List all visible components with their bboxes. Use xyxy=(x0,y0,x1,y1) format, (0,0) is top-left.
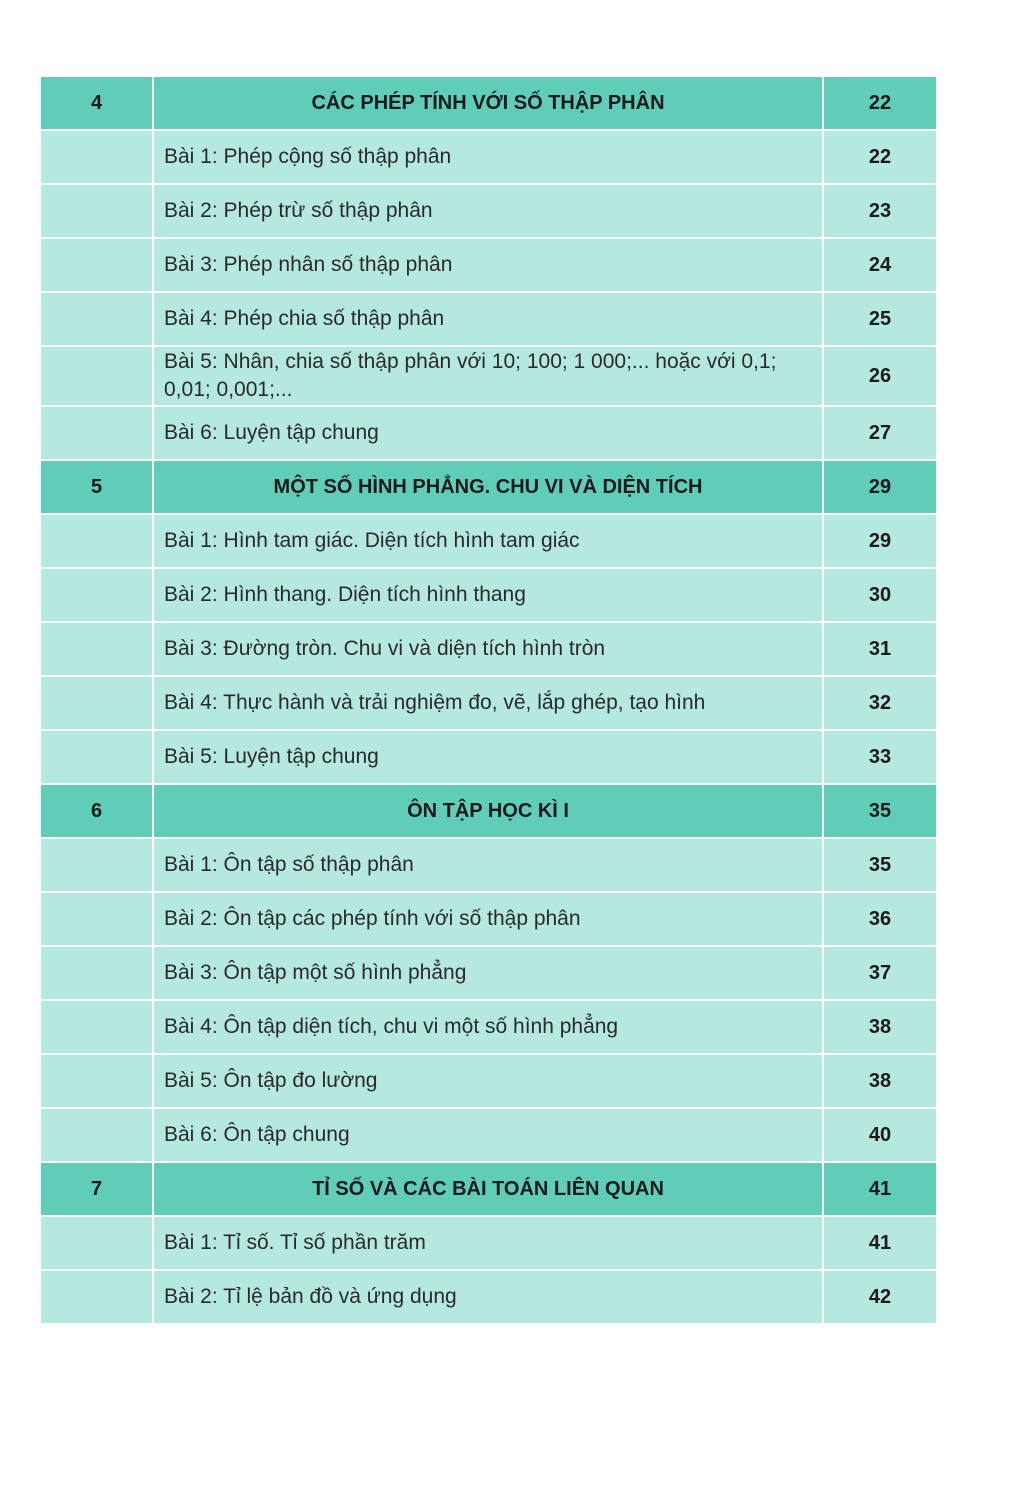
lesson-title: Bài 2: Hình thang. Diện tích hình thang xyxy=(153,568,823,622)
lesson-number-cell xyxy=(40,346,153,406)
lesson-title: Bài 5: Nhân, chia số thập phân với 10; 100; 1 000;... hoặc với 0,1; 0,01; 0,001;... xyxy=(153,346,823,406)
lesson-number-cell xyxy=(40,730,153,784)
page-number: 31 xyxy=(823,622,937,676)
page-number: 33 xyxy=(823,730,937,784)
unit-number: 5 xyxy=(40,460,153,514)
lesson-title: Bài 2: Ôn tập các phép tính với số thập phân xyxy=(153,892,823,946)
table-of-contents xyxy=(39,75,938,1325)
lesson-row[interactable] xyxy=(40,1054,937,1108)
lesson-number-cell xyxy=(40,676,153,730)
lesson-title: Bài 3: Ôn tập một số hình phẳng xyxy=(153,946,823,1000)
unit-number: 4 xyxy=(40,76,153,130)
lesson-number-cell xyxy=(40,568,153,622)
unit-row[interactable] xyxy=(40,76,937,130)
lesson-title: Bài 1: Phép cộng số thập phân xyxy=(153,130,823,184)
page-number: 30 xyxy=(823,568,937,622)
lesson-title: Bài 2: Phép trừ số thập phân xyxy=(153,184,823,238)
unit-row[interactable] xyxy=(40,784,937,838)
lesson-row[interactable] xyxy=(40,1216,937,1270)
unit-row[interactable] xyxy=(40,1162,937,1216)
lesson-number-cell xyxy=(40,1000,153,1054)
unit-title: MỘT SỐ HÌNH PHẲNG. CHU VI VÀ DIỆN TÍCH xyxy=(153,460,823,514)
lesson-title: Bài 4: Thực hành và trải nghiệm đo, vẽ, lắp ghép, tạo hình xyxy=(153,676,823,730)
lesson-number-cell xyxy=(40,1270,153,1324)
lesson-row[interactable] xyxy=(40,1108,937,1162)
lesson-row[interactable] xyxy=(40,946,937,1000)
lesson-title: Bài 1: Hình tam giác. Diện tích hình tam giác xyxy=(153,514,823,568)
lesson-row[interactable] xyxy=(40,238,937,292)
lesson-number-cell xyxy=(40,1108,153,1162)
lesson-number-cell xyxy=(40,622,153,676)
page-number: 25 xyxy=(823,292,937,346)
page-number: 42 xyxy=(823,1270,937,1324)
lesson-row[interactable] xyxy=(40,676,937,730)
lesson-row[interactable] xyxy=(40,292,937,346)
lesson-number-cell xyxy=(40,238,153,292)
lesson-title: Bài 2: Tỉ lệ bản đồ và ứng dụng xyxy=(153,1270,823,1324)
unit-title: ÔN TẬP HỌC KÌ I xyxy=(153,784,823,838)
lesson-row[interactable] xyxy=(40,892,937,946)
lesson-title: Bài 5: Luyện tập chung xyxy=(153,730,823,784)
lesson-number-cell xyxy=(40,946,153,1000)
lesson-number-cell xyxy=(40,130,153,184)
lesson-number-cell xyxy=(40,838,153,892)
lesson-number-cell xyxy=(40,514,153,568)
lesson-row[interactable] xyxy=(40,346,937,406)
lesson-number-cell xyxy=(40,292,153,346)
page-number: 23 xyxy=(823,184,937,238)
lesson-title: Bài 6: Ôn tập chung xyxy=(153,1108,823,1162)
page-number: 35 xyxy=(823,838,937,892)
page-number: 32 xyxy=(823,676,937,730)
lesson-title: Bài 3: Đường tròn. Chu vi và diện tích hình tròn xyxy=(153,622,823,676)
lesson-title: Bài 1: Tỉ số. Tỉ số phần trăm xyxy=(153,1216,823,1270)
lesson-number-cell xyxy=(40,184,153,238)
lesson-number-cell xyxy=(40,892,153,946)
lesson-row[interactable] xyxy=(40,184,937,238)
page-number: 38 xyxy=(823,1054,937,1108)
lesson-title: Bài 5: Ôn tập đo lường xyxy=(153,1054,823,1108)
page-number: 26 xyxy=(823,346,937,406)
unit-title: TỈ SỐ VÀ CÁC BÀI TOÁN LIÊN QUAN xyxy=(153,1162,823,1216)
page-number: 41 xyxy=(823,1216,937,1270)
lesson-row[interactable] xyxy=(40,130,937,184)
page-number: 29 xyxy=(823,514,937,568)
lesson-number-cell xyxy=(40,1054,153,1108)
page-number: 40 xyxy=(823,1108,937,1162)
lesson-number-cell xyxy=(40,1216,153,1270)
page-number: 36 xyxy=(823,892,937,946)
page-number: 37 xyxy=(823,946,937,1000)
lesson-title: Bài 4: Phép chia số thập phân xyxy=(153,292,823,346)
lesson-row[interactable] xyxy=(40,1000,937,1054)
lesson-title: Bài 3: Phép nhân số thập phân xyxy=(153,238,823,292)
lesson-number-cell xyxy=(40,406,153,460)
page-number: 38 xyxy=(823,1000,937,1054)
unit-number: 7 xyxy=(40,1162,153,1216)
lesson-title: Bài 4: Ôn tập diện tích, chu vi một số hình phẳng xyxy=(153,1000,823,1054)
unit-title: CÁC PHÉP TÍNH VỚI SỐ THẬP PHÂN xyxy=(153,76,823,130)
page-number: 29 xyxy=(823,460,937,514)
page-number: 35 xyxy=(823,784,937,838)
lesson-row[interactable] xyxy=(40,622,937,676)
lesson-row[interactable] xyxy=(40,1270,937,1324)
lesson-title: Bài 6: Luyện tập chung xyxy=(153,406,823,460)
lesson-row[interactable] xyxy=(40,838,937,892)
page-number: 27 xyxy=(823,406,937,460)
lesson-row[interactable] xyxy=(40,514,937,568)
lesson-row[interactable] xyxy=(40,406,937,460)
page-number: 22 xyxy=(823,130,937,184)
page-number: 41 xyxy=(823,1162,937,1216)
unit-number: 6 xyxy=(40,784,153,838)
lesson-title: Bài 1: Ôn tập số thập phân xyxy=(153,838,823,892)
page-number: 22 xyxy=(823,76,937,130)
unit-row[interactable] xyxy=(40,460,937,514)
page-number: 24 xyxy=(823,238,937,292)
lesson-row[interactable] xyxy=(40,730,937,784)
lesson-row[interactable] xyxy=(40,568,937,622)
